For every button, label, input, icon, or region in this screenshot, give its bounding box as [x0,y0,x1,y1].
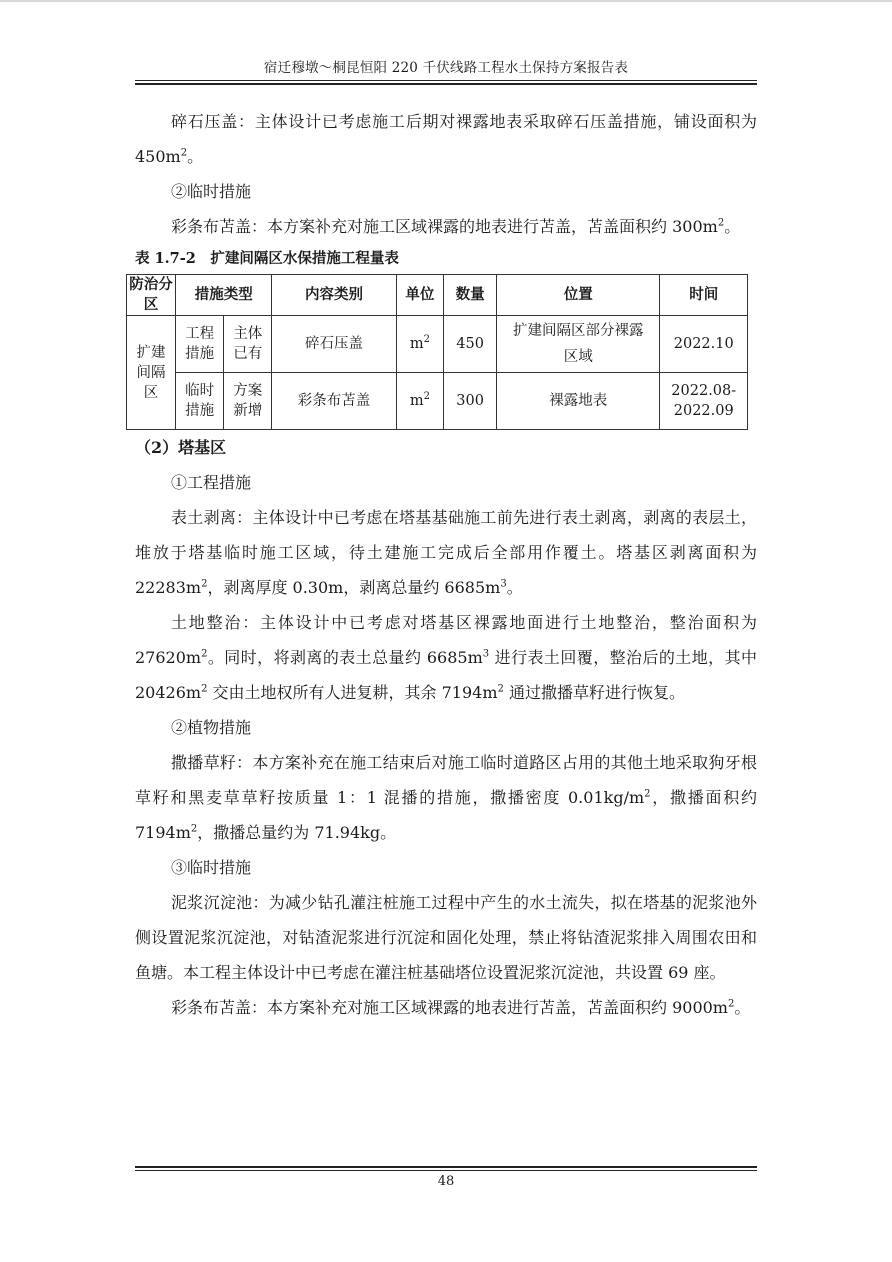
cell-unit: $m^2$ [396,316,444,373]
cell-measure-source: 方案新增 [224,373,272,430]
cell-content: 彩条布苫盖 [272,373,396,430]
header-zone: 防治分区 [127,275,176,316]
paragraph-tarp-cover-2: 彩条布苫盖：本方案补充对施工区域裸露的地表进行苫盖，苫盖面积约 $9000m^2$。 [171,998,751,1017]
header-measure-type: 措施类型 [176,275,272,316]
cell-zone: 扩建间隔区 [127,316,176,430]
section-heading-tower-base: （2）塔基区 [135,438,227,457]
page-number: 48 [437,1174,455,1189]
header-unit: 单位 [396,275,444,316]
cell-measure-type: 工程措施 [176,316,224,373]
heading-temporary-measures-2: ③临时措施 [171,858,252,877]
cell-location: 扩建间隔区部分裸露区域 [496,316,660,373]
header-location: 位置 [496,275,660,316]
heading-temporary-measures: ②临时措施 [171,182,252,201]
heading-plant-measures: ②植物措施 [171,718,252,737]
measures-table [126,274,748,430]
header-quantity: 数量 [444,275,497,316]
paragraph-tarp-cover: 彩条布苫盖：本方案补充对施工区域裸露的地表进行苫盖，苫盖面积约 $300m^2$。 [171,217,741,236]
cell-quantity: 300 [444,373,497,430]
table-header-row [127,275,748,316]
cell-content: 碎石压盖 [272,316,396,373]
cell-quantity: 450 [444,316,497,373]
page-body [129,104,758,1025]
page-top-border [0,0,892,2]
cell-location: 裸露地表 [496,373,660,430]
cell-time: 2022.10 [660,316,748,373]
footer-rule-thick [135,1166,757,1168]
page-header-title: 宿迁穆墩～桐昆恒阳 220 千伏线路工程水土保持方案报告表 [263,60,629,76]
table-row [127,316,748,373]
paragraph-gravel-cover: 碎石压盖：主体设计已考虑施工后期对裸露地表采取碎石压盖措施，铺设面积为 $450m^2$。 [135,112,757,166]
header-rule-thin [135,80,757,81]
heading-engineering-measures: ①工程措施 [171,473,252,492]
header-rule-thick [135,83,757,85]
header-time: 时间 [660,275,748,316]
paragraph-grass-seeding: 撒播草籽：本方案补充在施工结束后对施工临时道路区占用的其他土地采取狗牙根草籽和黑麦草草籽按质量 1：1 混播的措施，撒播密度 $0.01kg/m^2$，撒播面积约 $7194m^2$，撒播总量约为 71.94kg。 [135,753,757,842]
table-caption: 表 1.7-2 扩建间隔区水保措施工程量表 [135,250,399,267]
paragraph-land-rehabilitation: 土地整治：主体设计中已考虑对塔基区裸露地面进行土地整治，整治面积为 $27620m^2$。同时，将剥离的表土总量约 $6685m^3$ 进行表土回覆，整治后的土地，其中 $20426m^2$ 交由土地权所有人进复耕，其余 $7194m^2$ 通过撒播草籽进行恢复。 [135,613,758,702]
paragraph-mud-settling-pond: 泥浆沉淀池：为减少钻孔灌注桩施工过程中产生的水土流失，拟在塔基的泥浆池外侧设置泥浆沉淀池，对钻渣泥浆进行沉淀和固化处理，禁止将钻渣泥浆排入周围农田和鱼塘。本工程主体设计中已考虑在灌注桩基础塔位设置泥浆沉淀池，共设置 69 座。 [135,893,757,982]
header-content: 内容类别 [272,275,396,316]
cell-measure-type: 临时措施 [176,373,224,430]
paragraph-topsoil-stripping: 表土剥离：主体设计中已考虑在塔基基础施工前先进行表土剥离，剥离的表层土，堆放于塔基临时施工区域，待土建施工完成后全部用作覆土。塔基区剥离面积为 $22283m^2$，剥离厚度 0.30m，剥离总量约 $6685m^3$。 [135,508,757,597]
cell-measure-source: 主体已有 [224,316,272,373]
table-row [127,373,748,430]
footer-rule-thin [135,1170,757,1171]
cell-unit: $m^2$ [396,373,444,430]
cell-time: 2022.08-2022.09 [660,373,748,430]
